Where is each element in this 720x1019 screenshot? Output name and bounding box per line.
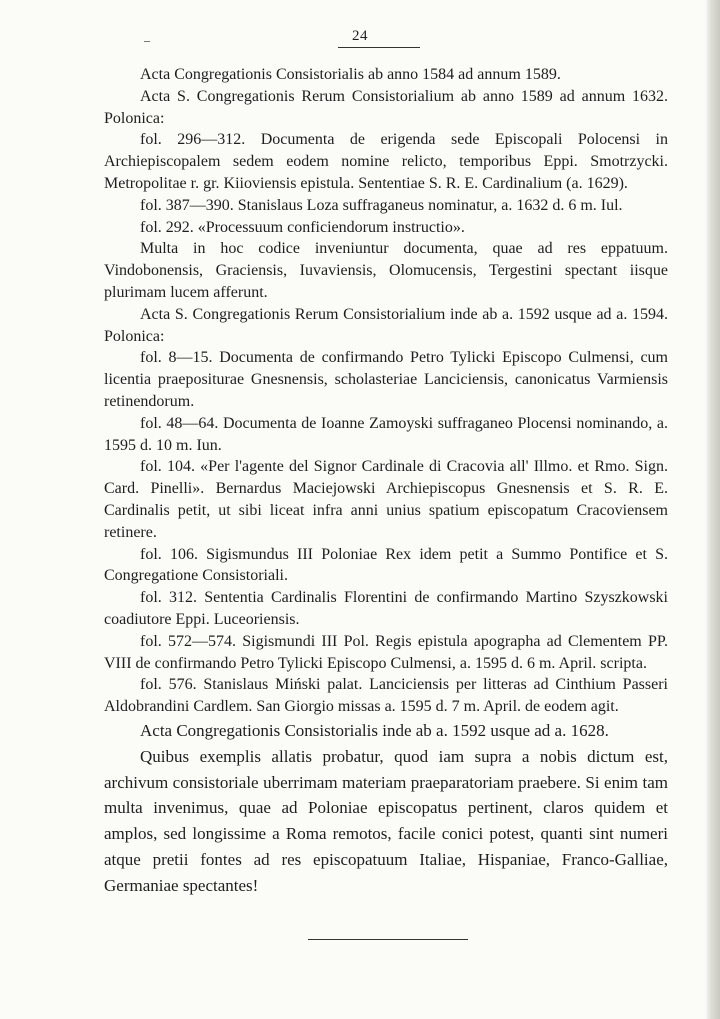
- header-mark: [144, 41, 150, 42]
- paragraph-fol-387: fol. 387—390. Stanislaus Loza suffraganeus nominatur, a. 1632 d. 6 m. Iul.: [140, 196, 623, 214]
- paragraph-multa: Multa in hoc codice inveniuntur documenta, quae ad res eppatuum. Vindobonensis, Graciensis, Iuvaviensis, Olomucensis, Tergestini spectant iisque plurimam lucem afferunt.: [104, 240, 668, 301]
- paragraph-acta-1592-1628: Acta Congregationis Consistorialis inde ab a. 1592 usque ad a. 1628.: [140, 720, 609, 740]
- paragraph-fol-106: fol. 106. Sigismundus III Poloniae Rex idem petit a Summo Pontifice et S. Congregatione Consistoriali.: [104, 545, 668, 585]
- paragraph-fol-104: fol. 104. «Per l'agente del Signor Cardinale di Cracovia all' Illmo. et Rmo. Sign. Card. Pinelli». Bernardus Maciejowski Archiepiscopus Gnesnensis et S. R. E. Cardinalis petit, ut sibi liceat infra anni unius spatium episcopatum Cracoviensem retinere.: [104, 458, 668, 541]
- paragraph-acta-1584: Acta Congregationis Consistorialis ab anno 1584 ad annum 1589.: [140, 66, 561, 83]
- footer-rule: [308, 939, 468, 940]
- page-edge: [706, 0, 720, 1019]
- paragraph-conclusion: Quibus exemplis allatis probatur, quod iam supra a nobis dictum est, archivum consistoriale uberrimam materiam praeparatoriam praebere. Si enim tam multa invenimus, quae ad Poloniae episcopatus pertinent, claros quidem et amplos, sed longissime a Roma remotos, facile conici potest, quanti sint numeri atque pretii fontes ad res episcopatuum Italiae, Hispaniae, Franco-Galliae, Germaniae spectantes!: [104, 746, 668, 895]
- header-rule: [338, 47, 420, 48]
- paragraph-acta-1589: Acta S. Congregationis Rerum Consistorialium ab anno 1589 ad annum 1632. Polonica:: [104, 87, 668, 127]
- paragraph-fol-576: fol. 576. Stanislaus Miński palat. Lanciciensis per litteras ad Cinthium Passeri Aldobrandini Cardlem. San Giorgio missas a. 1595 d. 7 m. April. de eodem agit.: [104, 676, 668, 716]
- page-body: [104, 64, 668, 898]
- paragraph-fol-312: fol. 312. Sententia Cardinalis Florentini de confirmando Martino Szyszkowski coadiutore Eppi. Luceoriensis.: [104, 589, 668, 628]
- paragraph-fol-572: fol. 572—574. Sigismundi III Pol. Regis epistula apographa ad Clementem PP. VIII de confirmando Petro Tylicki Episcopo Culmensi, a. 1595 d. 6 m. April. scripta.: [104, 632, 668, 672]
- paragraph-fol-48: fol. 48—64. Documenta de Ioanne Zamoyski suffraganeo Plocensi nominando, a. 1595 d. 10 m. Iun.: [104, 414, 668, 454]
- page-number: 24: [352, 28, 368, 44]
- paragraph-fol-296: fol. 296—312. Documenta de erigenda sede Episcopali Polocensi in Archiepiscopalem sedem eodem nomine relicto, temporibus Eppi. Smotrzycki. Metropolitae r. gr. Kiioviensis epistula. Sententiae S. R. E. Cardinalium (a. 1629).: [104, 131, 668, 192]
- paragraph-fol-292: fol. 292. «Processuum conficiendorum instructio».: [140, 218, 465, 236]
- paragraph-fol-8: fol. 8—15. Documenta de confirmando Petro Tylicki Episcopo Culmensi, cum licentia praepositurae Gnesnensis, scholasteriae Lanciciensis, canonicatus Varmiensis retinendorum.: [104, 349, 668, 410]
- paragraph-acta-1592-1594: Acta S. Congregationis Rerum Consistorialium inde ab a. 1592 usque ad a. 1594. Polonica:: [104, 305, 668, 345]
